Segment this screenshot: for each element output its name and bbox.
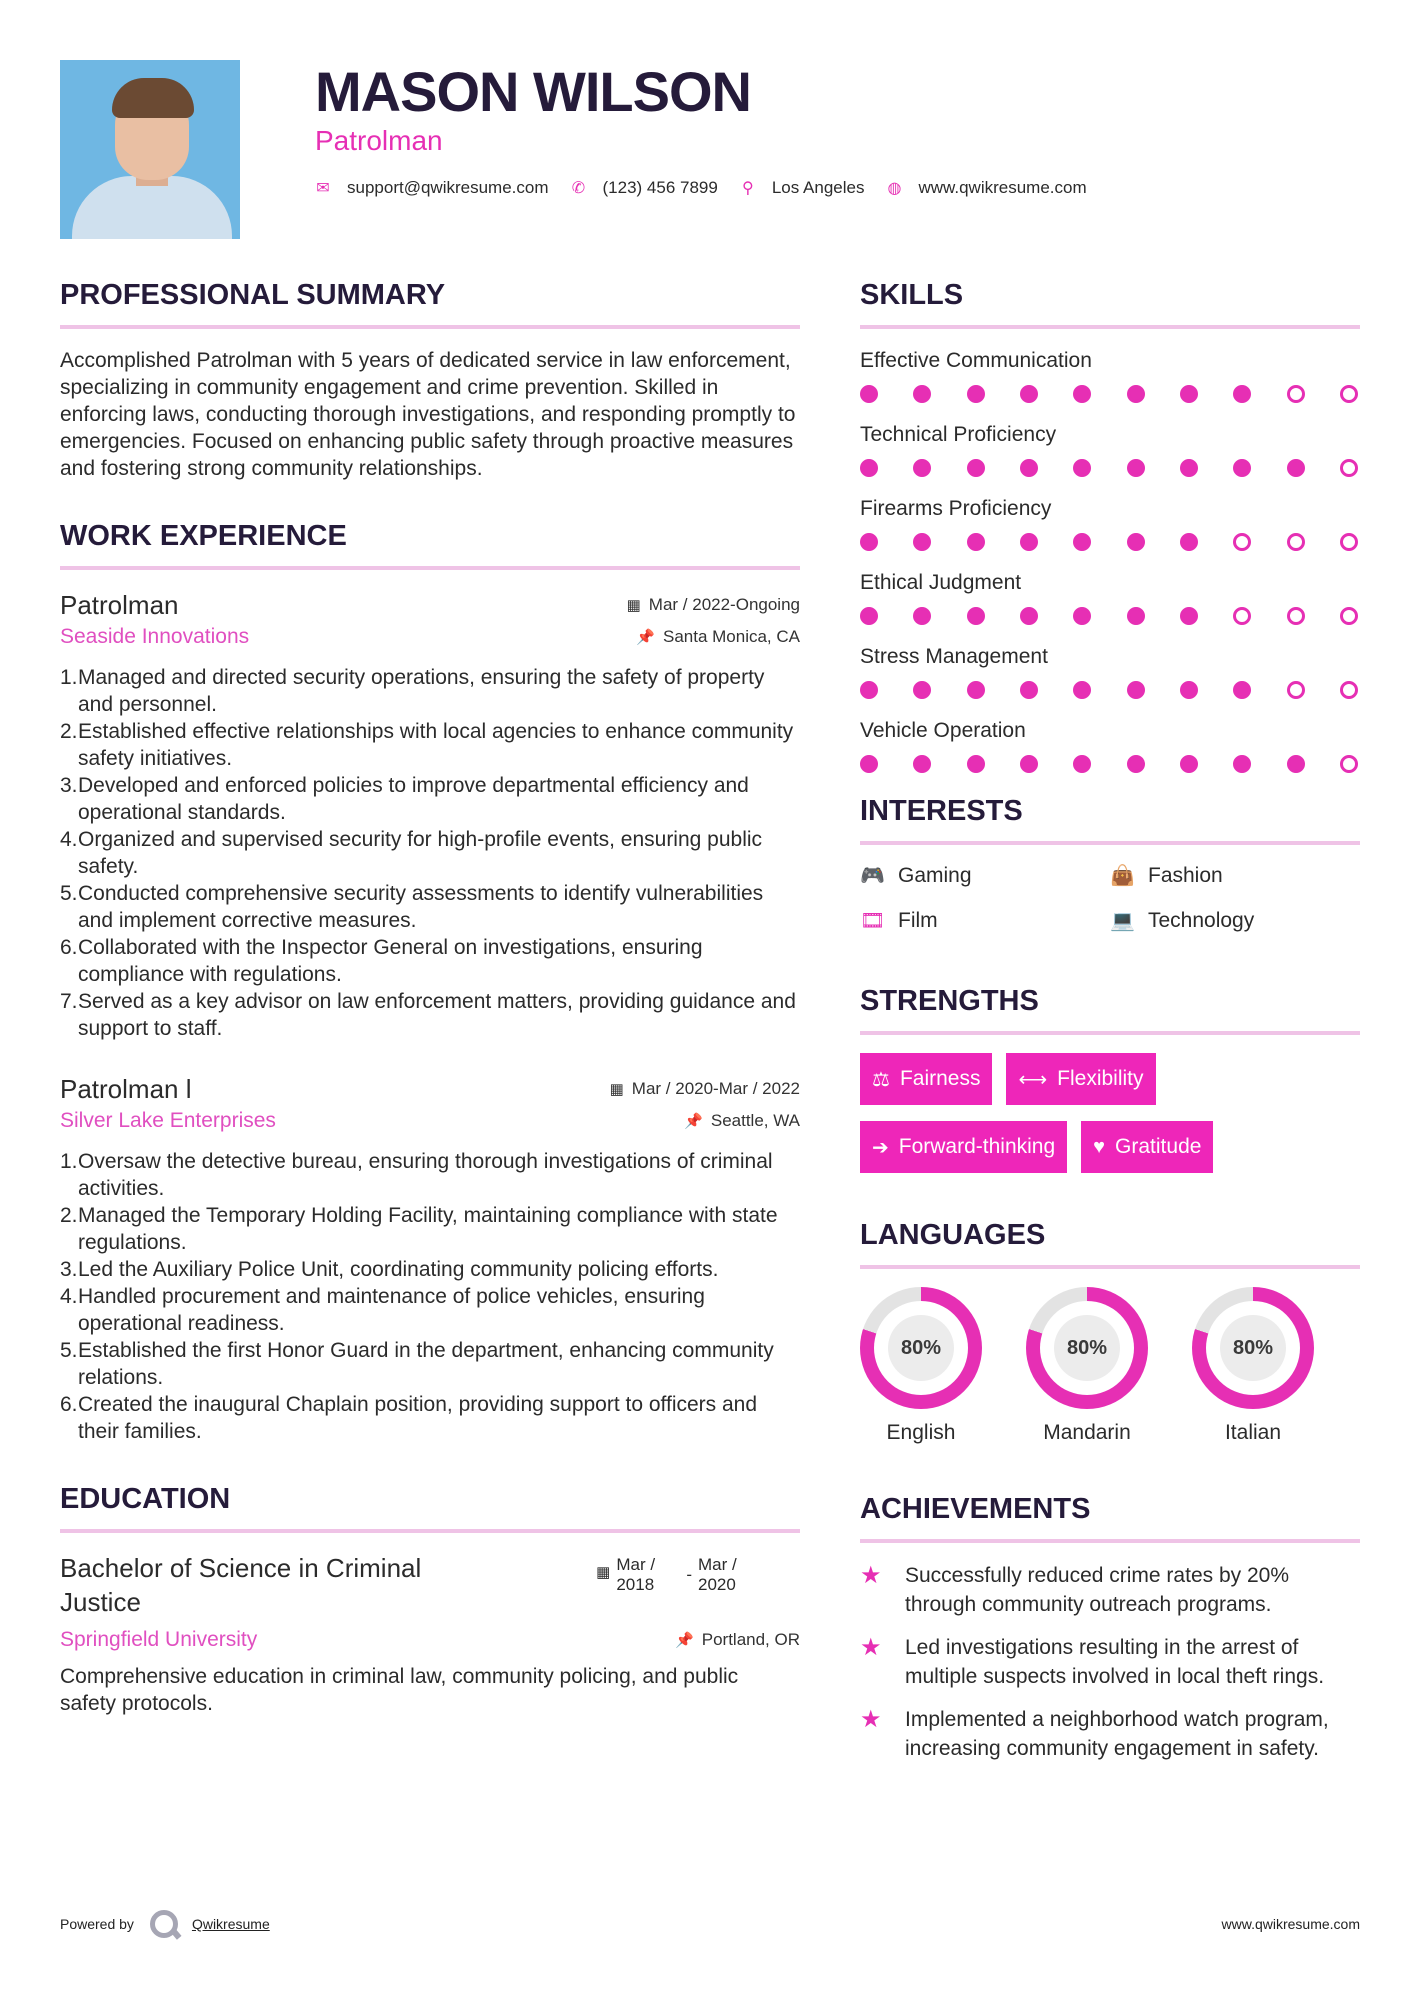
- bullet-item: 6. Created the inaugural Chaplain position, providing support to officers and their families.: [60, 1393, 758, 1443]
- shooting-star-icon: ★: [860, 1634, 882, 1661]
- filled-dot-icon: [1127, 533, 1145, 551]
- filled-dot-icon: [967, 755, 985, 773]
- language-name: English: [886, 1421, 956, 1444]
- map-pin-icon: ⚲: [741, 180, 754, 197]
- achievement-item: ★ Successfully reduced crime rates by 20% through community outreach programs.: [860, 1561, 1360, 1619]
- filled-dot-icon: [1073, 459, 1091, 477]
- skill-name: Stress Management: [860, 645, 1048, 668]
- language-progress-ring: [860, 1287, 982, 1409]
- filled-dot-icon: [913, 755, 931, 773]
- language-percent: 80%: [888, 1315, 954, 1381]
- section-title: PROFESSIONAL SUMMARY: [60, 279, 446, 311]
- bullet-item: 5. Conducted comprehensive security assessments to identify vulnerabilities and implement corrective measures.: [60, 882, 764, 932]
- bullet-item: 2. Managed the Temporary Holding Facility, maintaining compliance with state regulations.: [60, 1204, 778, 1254]
- calendar-icon: ▦: [596, 1564, 611, 1581]
- section-title: SKILLS: [860, 279, 964, 311]
- skill-rating: [860, 385, 1360, 403]
- filled-dot-icon: [1127, 755, 1145, 773]
- section-divider: [60, 566, 800, 570]
- language-percent: 80%: [1220, 1315, 1286, 1381]
- job-bullets: [60, 1148, 800, 1445]
- interest-item: 💻 Technology: [1110, 908, 1255, 932]
- skill-name: Ethical Judgment: [860, 571, 1022, 594]
- filled-dot-icon: [860, 459, 878, 477]
- filled-dot-icon: [860, 533, 878, 551]
- filled-dot-icon: [1233, 755, 1251, 773]
- qwikresume-link[interactable]: Qwikresume: [191, 1916, 270, 1932]
- filled-dot-icon: [1287, 755, 1305, 773]
- job-entry: [60, 588, 800, 1042]
- section-divider: [60, 325, 800, 329]
- filled-dot-icon: [1127, 385, 1145, 403]
- empty-dot-icon: [1287, 607, 1305, 625]
- interest-item: 🎞 Film: [860, 908, 938, 932]
- contact-phone[interactable]: ✆ (123) 456 7899: [571, 178, 718, 197]
- skill-name: Effective Communication: [860, 349, 1092, 372]
- right-column: [860, 275, 1360, 1777]
- filled-dot-icon: [1287, 459, 1305, 477]
- powered-by-label: Powered by: [60, 1916, 134, 1932]
- strength-badge: ⚖ Fairness: [860, 1053, 992, 1105]
- job-title: Patrolman l: [60, 1074, 192, 1104]
- section-title: STRENGTHS: [860, 985, 1039, 1017]
- filled-dot-icon: [1180, 607, 1198, 625]
- arrow-right-icon: ➔: [872, 1136, 889, 1159]
- envelope-icon: ✉: [316, 180, 330, 197]
- bullet-item: 4. Organized and supervised security for high-profile events, ensuring public safety.: [60, 828, 763, 878]
- phone-icon: ✆: [571, 180, 586, 197]
- interest-item: 👜 Fashion: [1110, 863, 1223, 887]
- filled-dot-icon: [1020, 755, 1038, 773]
- bullet-item: 3. Developed and enforced policies to improve departmental efficiency and operational standards.: [60, 774, 749, 824]
- job-location: 📌 Santa Monica, CA: [636, 627, 800, 646]
- language-name: Mandarin: [1043, 1421, 1131, 1444]
- skill-rating: [860, 459, 1360, 477]
- filled-dot-icon: [860, 755, 878, 773]
- footer-website[interactable]: www.qwikresume.com: [1221, 1916, 1360, 1932]
- strength-badge: ♥ Gratitude: [1081, 1121, 1213, 1173]
- section-divider: [860, 841, 1360, 845]
- section-divider: [860, 1539, 1360, 1543]
- profile-photo: [60, 60, 240, 239]
- skill-rating: [860, 681, 1360, 699]
- company-name: Seaside Innovations: [60, 625, 250, 648]
- company-name: Silver Lake Enterprises: [60, 1109, 276, 1132]
- bullet-item: 7. Served as a key advisor on law enforcement matters, providing guidance and support to staff.: [60, 990, 796, 1040]
- contact-email[interactable]: ✉ support@qwikresume.com: [316, 178, 549, 197]
- bullet-item: 4. Handled procurement and maintenance of police vehicles, ensuring operational readiness.: [60, 1285, 705, 1335]
- language-name: Italian: [1224, 1421, 1282, 1444]
- job-dates: ▦ Mar / 2022-Ongoing: [626, 595, 800, 614]
- job-location: 📌 Seattle, WA: [684, 1111, 800, 1130]
- skill-rating: [860, 755, 1360, 773]
- summary-section: [60, 275, 800, 482]
- bullet-item: 3. Led the Auxiliary Police Unit, coordinating community policing efforts.: [60, 1258, 719, 1281]
- empty-dot-icon: [1340, 385, 1358, 403]
- education-location: 📌 Portland, OR: [675, 1630, 800, 1649]
- empty-dot-icon: [1340, 755, 1358, 773]
- contact-website[interactable]: ◍ www.qwikresume.com: [887, 178, 1087, 197]
- bullet-item: 5. Established the first Honor Guard in the department, enhancing community relations.: [60, 1339, 774, 1389]
- filled-dot-icon: [967, 533, 985, 551]
- filled-dot-icon: [860, 607, 878, 625]
- bullet-item: 1. Managed and directed security operations, ensuring the safety of property and personnel.: [60, 666, 765, 716]
- interest-item: 🎮 Gaming: [860, 863, 972, 887]
- languages-section: [860, 1215, 1360, 1445]
- language-progress-ring: [1192, 1287, 1314, 1409]
- skill-name: Technical Proficiency: [860, 423, 1057, 446]
- filled-dot-icon: [1180, 385, 1198, 403]
- left-column: [60, 275, 800, 1717]
- filled-dot-icon: [913, 533, 931, 551]
- contact-bar: [315, 178, 1109, 198]
- education-dates: ▦ Mar / 2018 - Mar / 2020: [596, 1555, 737, 1594]
- filled-dot-icon: [1073, 607, 1091, 625]
- bullet-item: 1. Oversaw the detective bureau, ensuring thorough investigations of criminal activities.: [60, 1150, 773, 1200]
- filled-dot-icon: [1020, 459, 1038, 477]
- section-divider: [860, 325, 1360, 329]
- filled-dot-icon: [1233, 459, 1251, 477]
- filled-dot-icon: [1180, 533, 1198, 551]
- empty-dot-icon: [1340, 607, 1358, 625]
- language-item: [1192, 1287, 1314, 1445]
- filled-dot-icon: [860, 681, 878, 699]
- qwikresume-logo-icon: [150, 1910, 178, 1938]
- calendar-icon: ▦: [626, 597, 641, 614]
- interests-section: [860, 791, 1360, 933]
- filled-dot-icon: [913, 607, 931, 625]
- filled-dot-icon: [967, 385, 985, 403]
- achievement-item: ★ Led investigations resulting in the arrest of multiple suspects involved in local theft rings.: [860, 1633, 1360, 1691]
- pushpin-icon: 📌: [636, 629, 655, 646]
- empty-dot-icon: [1233, 607, 1251, 625]
- filled-dot-icon: [1020, 681, 1038, 699]
- section-divider: [860, 1031, 1360, 1035]
- strength-badge: ➔ Forward-thinking: [860, 1121, 1067, 1173]
- filled-dot-icon: [1180, 681, 1198, 699]
- job-dates: ▦ Mar / 2020-Mar / 2022: [609, 1079, 800, 1098]
- laptop-icon: 💻: [1110, 910, 1135, 932]
- filled-dot-icon: [913, 459, 931, 477]
- filled-dot-icon: [1073, 681, 1091, 699]
- filled-dot-icon: [1073, 533, 1091, 551]
- film-icon: 🎞: [860, 910, 886, 932]
- section-title: WORK EXPERIENCE: [60, 520, 347, 552]
- filled-dot-icon: [1127, 607, 1145, 625]
- filled-dot-icon: [1180, 755, 1198, 773]
- filled-dot-icon: [860, 385, 878, 403]
- scale-icon: ⚖: [872, 1068, 890, 1091]
- calendar-icon: ▦: [609, 1081, 624, 1098]
- empty-dot-icon: [1340, 533, 1358, 551]
- candidate-role: Patrolman: [315, 125, 443, 156]
- filled-dot-icon: [967, 607, 985, 625]
- bullet-item: 6. Collaborated with the Inspector General on investigations, ensuring compliance with regulations.: [60, 936, 703, 986]
- job-title: Patrolman: [60, 590, 179, 620]
- filled-dot-icon: [1020, 385, 1038, 403]
- skill-name: Vehicle Operation: [860, 719, 1026, 742]
- shooting-star-icon: ★: [860, 1562, 882, 1589]
- footer: [60, 1910, 1360, 1938]
- filled-dot-icon: [1073, 755, 1091, 773]
- section-title: INTERESTS: [860, 795, 1023, 827]
- skill-name: Firearms Proficiency: [860, 497, 1052, 520]
- candidate-name: MASON WILSON: [315, 60, 751, 123]
- filled-dot-icon: [1073, 385, 1091, 403]
- filled-dot-icon: [967, 459, 985, 477]
- filled-dot-icon: [1180, 459, 1198, 477]
- filled-dot-icon: [913, 385, 931, 403]
- empty-dot-icon: [1287, 385, 1305, 403]
- education-description: Comprehensive education in criminal law, community policing, and public safety protocols.: [60, 1665, 739, 1715]
- empty-dot-icon: [1287, 533, 1305, 551]
- language-percent: 80%: [1054, 1315, 1120, 1381]
- section-title: EDUCATION: [60, 1483, 231, 1515]
- language-item: [1026, 1287, 1148, 1445]
- filled-dot-icon: [1127, 681, 1145, 699]
- shooting-star-icon: ★: [860, 1706, 882, 1733]
- strengths-section: [860, 981, 1360, 1173]
- achievement-item: ★ Implemented a neighborhood watch program, increasing community engagement in safety.: [860, 1705, 1360, 1763]
- globe-icon: ◍: [887, 180, 902, 197]
- education-section: [60, 1479, 800, 1717]
- heart-icon: ♥: [1093, 1135, 1106, 1158]
- degree-title: Bachelor of Science in Criminal Justice: [60, 1553, 422, 1617]
- pushpin-icon: 📌: [675, 1632, 694, 1649]
- skill-rating: [860, 533, 1360, 551]
- empty-dot-icon: [1340, 459, 1358, 477]
- empty-dot-icon: [1287, 681, 1305, 699]
- job-entry: [60, 1072, 800, 1445]
- filled-dot-icon: [967, 681, 985, 699]
- strength-badge: ⟷ Flexibility: [1006, 1053, 1155, 1105]
- experience-section: [60, 516, 800, 1445]
- resume-header: [60, 60, 1360, 240]
- contact-location: ⚲ Los Angeles: [740, 178, 865, 198]
- filled-dot-icon: [1020, 533, 1038, 551]
- filled-dot-icon: [1127, 459, 1145, 477]
- bullet-item: 2. Established effective relationships with local agencies to enhance community safety initiatives.: [60, 720, 794, 770]
- section-divider: [60, 1529, 800, 1533]
- skills-section: [860, 275, 1360, 773]
- filled-dot-icon: [1020, 607, 1038, 625]
- school-name: Springfield University: [60, 1628, 258, 1651]
- skill-rating: [860, 607, 1360, 625]
- filled-dot-icon: [1233, 385, 1251, 403]
- shopping-bag-icon: 👜: [1110, 865, 1135, 887]
- gamepad-icon: 🎮: [860, 865, 885, 887]
- arrows-horizontal-icon: ⟷: [1018, 1068, 1048, 1091]
- section-title: LANGUAGES: [860, 1219, 1046, 1251]
- pushpin-icon: 📌: [684, 1113, 703, 1130]
- job-bullets: [60, 664, 800, 1042]
- achievements-section: [860, 1489, 1360, 1763]
- filled-dot-icon: [913, 681, 931, 699]
- section-title: ACHIEVEMENTS: [860, 1493, 1091, 1525]
- summary-text: Accomplished Patrolman with 5 years of dedicated service in law enforcement, specializing in community engagement and crime prevention. Skilled in enforcing laws, conducting thorough investigations, and responding promptly to emergencies. Focused on enhancing public safety through proactive measures and fostering strong community relationships.: [60, 349, 796, 480]
- language-item: [860, 1287, 982, 1445]
- empty-dot-icon: [1340, 681, 1358, 699]
- language-progress-ring: [1026, 1287, 1148, 1409]
- section-divider: [860, 1265, 1360, 1269]
- empty-dot-icon: [1233, 533, 1251, 551]
- filled-dot-icon: [1233, 681, 1251, 699]
